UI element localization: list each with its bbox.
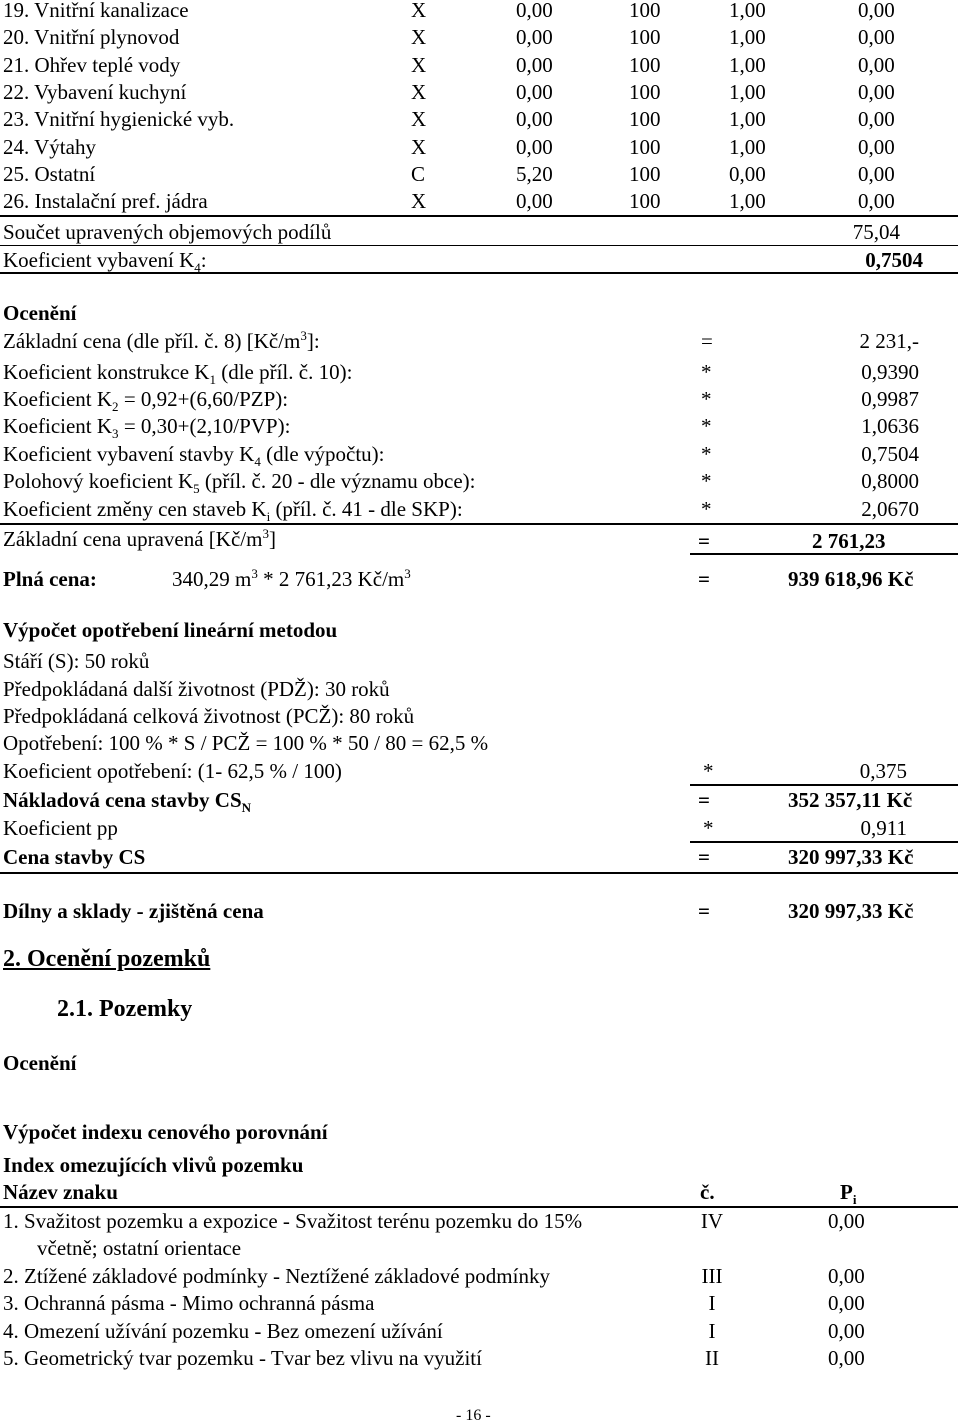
index-row-name: 2. Ztížené základové podmínky - Neztížené základové podmínky	[3, 1264, 550, 1288]
sum-label: Součet upravených objemových podílů	[3, 220, 332, 244]
row-pct: 100	[629, 80, 661, 104]
full-price-value: 939 618,96 Kč	[788, 567, 914, 591]
row-pct: 100	[629, 107, 661, 131]
row-type: X	[411, 107, 427, 131]
row-share: 0,00	[516, 53, 553, 77]
row-coef: 1,00	[729, 107, 766, 131]
row-value: 0,00	[858, 53, 895, 77]
divider	[0, 1206, 958, 1208]
row-share: 0,00	[516, 0, 553, 22]
valuation-label: Koeficient konstrukce $K_1$ (dle příl. č. 10):	[3, 360, 353, 388]
index-row-name: 3. Ochranná pásma - Mimo ochranná pásma	[3, 1291, 375, 1315]
index-row-p: 0,00	[828, 1264, 865, 1288]
building-price-value: 320 997,33 Kč	[788, 845, 914, 869]
row-pct: 100	[629, 189, 661, 213]
row-share: 0,00	[516, 80, 553, 104]
adjusted-price-label: Základní cena upravená $[Kč/m^3]$	[3, 526, 276, 551]
row-value: 0,00	[858, 189, 895, 213]
divider	[0, 215, 958, 217]
row-value: 0,00	[858, 107, 895, 131]
row-value: 0,00	[858, 80, 895, 104]
row-coef: 1,00	[729, 0, 766, 22]
workshops-value: 320 997,33 Kč	[788, 899, 914, 923]
valuation-value: 2,0670	[861, 497, 919, 521]
col-header-p: $P_i$	[840, 1180, 857, 1208]
index-heading: Výpočet indexu cenového porovnání	[3, 1120, 328, 1144]
valuation-value: 2 231,-	[859, 329, 919, 353]
section-heading: 2. Ocenění pozemků	[3, 946, 211, 972]
row-name: 25. Ostatní	[3, 162, 96, 186]
row-value: 0,00	[858, 135, 895, 159]
row-name: 24. Výtahy	[3, 135, 96, 159]
row-coef: 1,00	[729, 53, 766, 77]
k4-value: 0,7504	[865, 248, 923, 272]
index-row-name: 1. Svažitost pozemku a expozice - Svažitost terénu pozemku do 15%	[3, 1209, 583, 1233]
valuation-label: Koeficient $K_2 = 0,92+(6,60/PZP)$:	[3, 387, 289, 415]
row-type: X	[411, 53, 427, 77]
row-pct: 100	[629, 25, 661, 49]
pp-value: 0,911	[860, 816, 907, 840]
valuation-label: Polohový koeficient $K_5$ (příl. č. 20 - dle významu obce):	[3, 469, 476, 497]
valuation-value: 1,0636	[861, 414, 919, 438]
depreciation-coef-label: Koeficient opotřebení: (1- 62,5 % / 100)	[3, 759, 342, 783]
valuation-op: *	[701, 442, 712, 466]
valuation-value: 0,7504	[861, 442, 919, 466]
row-coef: 0,00	[729, 162, 766, 186]
building-price-op: =	[698, 845, 710, 869]
oceneni-heading: Ocenění	[3, 1051, 77, 1075]
row-type: X	[411, 80, 427, 104]
row-coef: 1,00	[729, 25, 766, 49]
row-name: 23. Vnitřní hygienické vyb.	[3, 107, 235, 131]
pp-op: *	[703, 816, 714, 840]
depreciation-line: Stáří (S): 50 roků	[3, 649, 150, 673]
valuation-op: *	[701, 469, 712, 493]
row-name: 21. Ohřev teplé vody	[3, 53, 181, 77]
depreciation-coef-value: 0,375	[859, 759, 907, 783]
adjusted-price-value: 2 761,23	[812, 529, 886, 553]
cost-label: Nákladová cena stavby $CS_N$	[3, 788, 252, 816]
valuation-value: 0,9390	[861, 360, 919, 384]
divider	[0, 872, 958, 874]
row-pct: 100	[629, 0, 661, 22]
row-type: X	[411, 0, 427, 22]
row-type: X	[411, 25, 427, 49]
index-row-p: 0,00	[828, 1319, 865, 1343]
divider	[690, 553, 958, 555]
row-share: 0,00	[516, 25, 553, 49]
row-pct: 100	[629, 162, 661, 186]
row-share: 0,00	[516, 189, 553, 213]
depreciation-line: Opotřebení: 100 % * S / PCŽ = 100 % * 50 / 80 = 62,5 %	[3, 731, 489, 755]
depreciation-line: Předpokládaná celková životnost (PCŽ): 80 roků	[3, 704, 415, 728]
valuation-op: *	[701, 497, 712, 521]
cost-op: =	[698, 788, 710, 812]
row-coef: 1,00	[729, 135, 766, 159]
valuation-op: *	[701, 387, 712, 411]
divider	[0, 245, 958, 246]
valuation-label: Koeficient vybavení stavby $K_4$ (dle výpočtu):	[3, 442, 385, 470]
row-share: 0,00	[516, 135, 553, 159]
row-type: C	[411, 162, 426, 186]
valuation-label: Koeficient změny cen staveb $K_i$ (příl. č. 41 - dle SKP):	[3, 497, 463, 525]
valuation-op: *	[701, 360, 712, 384]
sum-value: 75,04	[852, 220, 900, 244]
col-header-name: Název znaku	[3, 1180, 118, 1204]
valuation-value: 0,8000	[861, 469, 919, 493]
index-row-p: 0,00	[828, 1209, 865, 1233]
index-row-p: 0,00	[828, 1346, 865, 1370]
row-share: 5,20	[516, 162, 553, 186]
depreciation-line: Předpokládaná další životnost (PDŽ): 30 roků	[3, 677, 390, 701]
valuation-label: Koeficient $K_3 = 0,30+(2,10/PVP)$:	[3, 414, 291, 442]
depreciation-coef-op: *	[703, 759, 714, 783]
page-number: - 16 -	[456, 1407, 491, 1424]
cost-value: 352 357,11 Kč	[788, 788, 913, 812]
oceneni-heading: Ocenění	[3, 301, 77, 325]
pp-label: Koeficient pp	[3, 816, 118, 840]
workshops-label: Dílny a sklady - zjištěná cena	[3, 899, 264, 923]
row-value: 0,00	[858, 162, 895, 186]
row-value: 0,00	[858, 0, 895, 22]
row-pct: 100	[629, 53, 661, 77]
full-price-label: Plná cena:	[3, 567, 97, 591]
full-price-expression: 340,29 $m^3 * 2$ 761,23 $Kč/m^3$	[172, 566, 411, 591]
divider	[0, 523, 958, 525]
row-coef: 1,00	[729, 80, 766, 104]
index-row-p: 0,00	[828, 1291, 865, 1315]
index-subheading: Index omezujících vlivů pozemku	[3, 1153, 304, 1177]
divider	[0, 272, 958, 274]
valuation-op: *	[701, 414, 712, 438]
row-coef: 1,00	[729, 189, 766, 213]
divider	[690, 841, 958, 843]
row-type: X	[411, 135, 427, 159]
valuation-value: 0,9987	[861, 387, 919, 411]
adjusted-op: =	[698, 529, 710, 553]
valuation-op: =	[701, 329, 713, 353]
depreciation-heading: Výpočet opotřebení lineární metodou	[3, 618, 338, 642]
divider	[690, 784, 958, 786]
row-share: 0,00	[516, 107, 553, 131]
row-name: 22. Vybavení kuchyní	[3, 80, 187, 104]
subsection-heading: 2.1. Pozemky	[57, 996, 193, 1022]
valuation-label: Základní cena (dle příl. č. 8) $[Kč/m^3]$:	[3, 328, 320, 353]
row-type: X	[411, 189, 427, 213]
workshops-op: =	[698, 899, 710, 923]
row-name: 26. Instalační pref. jádra	[3, 189, 208, 213]
row-value: 0,00	[858, 25, 895, 49]
col-header-no: č.	[700, 1180, 715, 1204]
index-row-name: 5. Geometrický tvar pozemku - Tvar bez vlivu na využití	[3, 1346, 482, 1370]
index-row-name-cont: včetně; ostatní orientace	[37, 1236, 242, 1260]
building-price-label: Cena stavby CS	[3, 845, 146, 869]
row-name: 19. Vnitřní kanalizace	[3, 0, 189, 22]
k4-label: Koeficient vybavení $K_4$:	[3, 248, 207, 276]
index-row-name: 4. Omezení užívání pozemku - Bez omezení užívání	[3, 1319, 443, 1343]
row-name: 20. Vnitřní plynovod	[3, 25, 180, 49]
full-price-op: =	[698, 567, 710, 591]
row-pct: 100	[629, 135, 661, 159]
